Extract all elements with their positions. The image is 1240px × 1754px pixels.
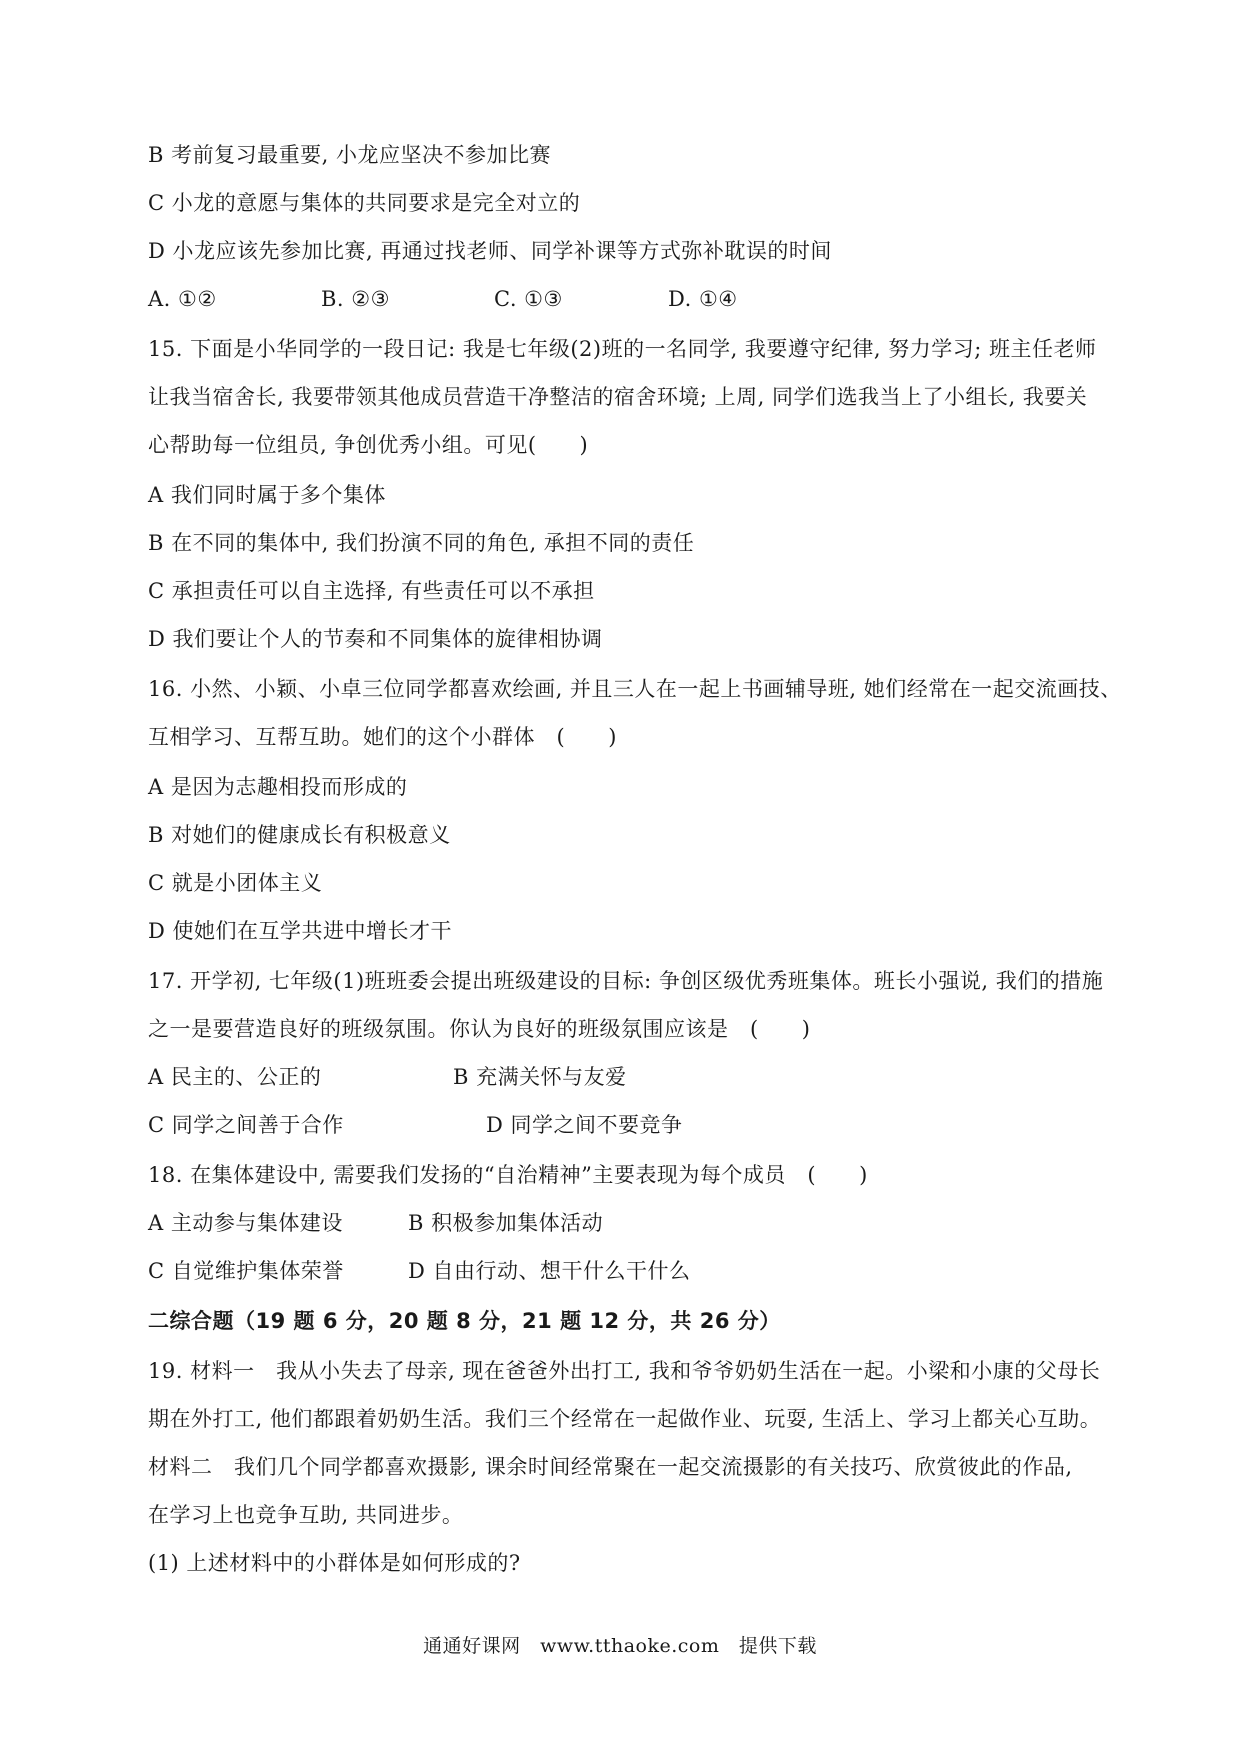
q17-stem-line-2: 之一是要营造良好的班级氛围。你认为良好的班级氛围应该是 ( ) bbox=[148, 1017, 811, 1041]
q15-option-d: D 我们要让个人的节奏和不同集体的旋律相协调 bbox=[148, 627, 603, 651]
q18-option-c: C 自觉维护集体荣誉 bbox=[148, 1259, 344, 1283]
q17-stem-line-1: 17. 开学初, 七年级(1)班班委会提出班级建设的目标: 争创区级优秀班集体。班长小强说, 我们的措施 bbox=[148, 969, 1104, 993]
q18-stem: 18. 在集体建设中, 需要我们发扬的“自治精神”主要表现为每个成员 ( ) bbox=[148, 1163, 868, 1187]
q17-option-d: D 同学之间不要竞争 bbox=[486, 1113, 683, 1137]
q16-option-a: A 是因为志趣相投而形成的 bbox=[148, 775, 408, 799]
q19-material1-line-2: 期在外打工, 他们都跟着奶奶生活。我们三个经常在一起做作业、玩耍, 生活上、学习上都关心互助。 bbox=[148, 1407, 1102, 1431]
page-footer: 通通好课网 www.tthaoke.com 提供下载 bbox=[423, 1635, 817, 1657]
q15-stem-line-2: 让我当宿舍长, 我要带领其他成员营造干净整洁的宿舍环境; 上周, 同学们选我当上了小组长, 我要关 bbox=[148, 385, 1088, 409]
q17-options-row-1 bbox=[148, 1062, 948, 1092]
q14-answer-a: A. ①② bbox=[148, 287, 217, 311]
q15-option-c: C 承担责任可以自主选择, 有些责任可以不承担 bbox=[148, 579, 595, 603]
q19-material2-line-2: 在学习上也竞争互助, 共同进步。 bbox=[148, 1503, 464, 1527]
q18-options-row-1 bbox=[148, 1208, 948, 1238]
q14-answer-d: D. ①④ bbox=[668, 287, 738, 311]
q17-option-b: B 充满关怀与友爱 bbox=[453, 1065, 627, 1089]
q17-options-row-2 bbox=[148, 1110, 948, 1140]
q15-option-b: B 在不同的集体中, 我们扮演不同的角色, 承担不同的责任 bbox=[148, 531, 695, 555]
q16-option-b: B 对她们的健康成长有积极意义 bbox=[148, 823, 451, 847]
q14-option-c: C 小龙的意愿与集体的共同要求是完全对立的 bbox=[148, 191, 581, 215]
q17-option-c: C 同学之间善于合作 bbox=[148, 1113, 344, 1137]
q16-stem-line-1: 16. 小然、小颖、小卓三位同学都喜欢绘画, 并且三人在一起上书画辅导班, 她们经常在一起交流画技、 bbox=[148, 677, 1122, 701]
q19-material1-line-1: 19. 材料一 我从小失去了母亲, 现在爸爸外出打工, 我和爷爷奶奶生活在一起。小梁和小康的父母长 bbox=[148, 1359, 1101, 1383]
q14-option-d: D 小龙应该先参加比赛, 再通过找老师、同学补课等方式弥补耽误的时间 bbox=[148, 239, 832, 263]
q18-option-a: A 主动参与集体建设 bbox=[148, 1211, 343, 1235]
q16-option-d: D 使她们在互学共进中增长才干 bbox=[148, 919, 453, 943]
q17-option-a: A 民主的、公正的 bbox=[148, 1065, 322, 1089]
q18-options-row-2 bbox=[148, 1256, 948, 1286]
q14-answer-b: B. ②③ bbox=[321, 287, 390, 311]
q16-stem-line-2: 互相学习、互帮互助。她们的这个小群体 ( ) bbox=[148, 725, 617, 749]
q15-stem-line-3: 心帮助每一位组员, 争创优秀小组。可见( ) bbox=[148, 433, 589, 457]
q14-option-b: B 考前复习最重要, 小龙应坚决不参加比赛 bbox=[148, 143, 551, 167]
q19-material2-line-1: 材料二 我们几个同学都喜欢摄影, 课余时间经常聚在一起交流摄影的有关技巧、欣赏彼此的作品, bbox=[148, 1455, 1073, 1479]
q18-option-b: B 积极参加集体活动 bbox=[408, 1211, 604, 1235]
q15-option-a: A 我们同时属于多个集体 bbox=[148, 483, 386, 507]
q14-answer-row bbox=[148, 284, 948, 314]
q15-stem-line-1: 15. 下面是小华同学的一段日记: 我是七年级(2)班的一名同学, 我要遵守纪律, 努力学习; 班主任老师 bbox=[148, 337, 1097, 361]
section-2-heading: 二综合题（19 题 6 分，20 题 8 分，21 题 12 分，共 26 分） bbox=[148, 1309, 781, 1333]
q18-option-d: D 自由行动、想干什么干什么 bbox=[408, 1259, 691, 1283]
q14-answer-c: C. ①③ bbox=[494, 287, 563, 311]
q16-option-c: C 就是小团体主义 bbox=[148, 871, 323, 895]
q19-sub-question-1: (1) 上述材料中的小群体是如何形成的? bbox=[148, 1551, 521, 1575]
